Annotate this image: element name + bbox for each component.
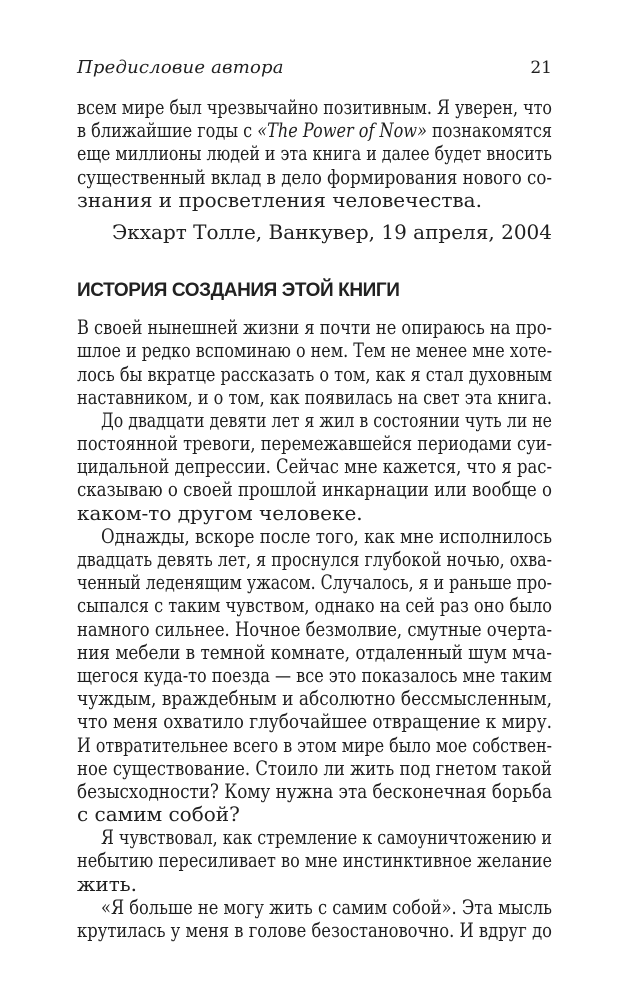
text-line	[77, 363, 552, 386]
text-line	[77, 189, 552, 212]
text-line	[77, 166, 552, 189]
text-line	[77, 919, 552, 942]
line-text: ния мебели в темной комнате, отдаленный шум мча-	[77, 639, 552, 664]
line-text: цидальной депрессии. Сейчас мне кажется, что я рас-	[77, 454, 552, 479]
line-text: До двадцати девяти лет я жил в состоянии чуть ли не	[101, 407, 552, 432]
line-text: каком-то другом человеке.	[77, 500, 363, 525]
paragraph	[77, 826, 552, 896]
line-text: небытию пересиливает во мне инстинктивное желание	[77, 848, 552, 873]
line-text	[77, 119, 552, 142]
text-line	[77, 478, 552, 501]
text-line	[77, 803, 552, 826]
line-text: И отвратительнее всего в этом мире было мое собствен-	[77, 732, 552, 757]
text-line	[77, 849, 552, 872]
line-text: сыпался с таким чувством, однако на сей раз оно было	[77, 593, 552, 618]
line-text: сказываю о своей прошлой инкарнации или вообще о	[77, 477, 552, 502]
line-text: двадцать девять лет, я проснулся глубокой ночью, охва-	[77, 547, 552, 572]
line-text: существенный вклад в дело формирования нового со-	[77, 164, 552, 189]
line-text: В своей нынешней жизни я почти не опираюсь на про-	[77, 315, 552, 340]
line-text: наставником, и о том, как появилась на свет эта книга.	[77, 384, 552, 409]
line-text: шлое и редко вспоминаю о нем. Тем не менее мне хоте-	[77, 338, 552, 363]
text-line	[77, 826, 552, 849]
text-line	[77, 316, 552, 339]
line-text: Однажды, вскоре после того, как мне исполнилось	[101, 523, 552, 548]
line-text-segment: познакомятся	[426, 118, 552, 143]
text-line	[77, 710, 552, 733]
line-text-segment: в ближайшие годы с	[77, 118, 258, 143]
line-text: что меня охватило глубочайшее отвращение к миру.	[77, 709, 552, 734]
page-number: 21	[530, 58, 552, 78]
text-line	[77, 548, 552, 571]
text-line	[77, 664, 552, 687]
line-text: с самим собой?	[77, 802, 240, 827]
text-line	[77, 432, 552, 455]
page-body	[77, 96, 552, 942]
line-text: намного сильнее. Ночное безмолвие, смутные очерта-	[77, 616, 552, 641]
line-text: щегося куда-то поезда — все это показалось мне таким	[77, 662, 552, 687]
italic-title-segment: «The Power of Now»	[257, 118, 427, 143]
paragraph	[77, 409, 552, 525]
text-line	[77, 409, 552, 432]
line-text: всем мире был чрезвычайно позитивным. Я уверен, что	[77, 95, 552, 119]
text-line	[77, 502, 552, 525]
paragraph	[77, 96, 552, 212]
text-line	[77, 757, 552, 780]
line-text: знания и просветления человечества.	[77, 187, 482, 212]
text-line	[77, 96, 552, 119]
text-line	[77, 618, 552, 641]
author-signature: Экхарт Толле, Ванкувер, 19 апреля, 2004	[111, 219, 552, 244]
running-header	[77, 57, 552, 79]
text-line	[77, 339, 552, 362]
text-line	[77, 594, 552, 617]
text-line	[77, 780, 552, 803]
paragraph	[77, 316, 552, 409]
text-line	[77, 641, 552, 664]
line-text: жить.	[77, 871, 138, 896]
paragraph	[77, 896, 552, 942]
line-text: чуждым, враждебным и абсолютно бессмысленным,	[77, 686, 552, 711]
running-title: Предисловие автора	[77, 57, 284, 78]
text-line	[77, 571, 552, 594]
line-text: постоянной тревоги, перемежавшейся периодами суи-	[77, 431, 552, 456]
section-heading: ИСТОРИЯ СОЗДАНИЯ ЭТОЙ КНИГИ	[77, 280, 400, 302]
text-line	[77, 734, 552, 757]
line-text: безысходности? Кому нужна эта бесконечная борьба	[77, 778, 552, 803]
text-line	[77, 873, 552, 896]
line-text: ное существование. Стоило ли жить под гнетом такой	[77, 755, 552, 780]
text-line	[77, 455, 552, 478]
text-line	[77, 386, 552, 409]
line-text: еще миллионы людей и эта книга и далее будет вносить	[77, 141, 552, 166]
line-text: «Я больше не могу жить с самим собой». Эта мысль	[101, 894, 552, 919]
line-text: крутилась у меня в голове безостановочно. И вдруг до	[77, 918, 552, 943]
line-text: ченный леденящим ужасом. Случалось, я и раньше про-	[77, 570, 552, 595]
paragraph	[77, 525, 552, 826]
text-line	[77, 687, 552, 710]
line-text: Я чувствовал, как стремление к самоуничтожению и	[101, 825, 552, 850]
page-content	[77, 57, 552, 942]
text-line	[77, 525, 552, 548]
line-text: лось бы вкратце рассказать о том, как я стал духовным	[77, 361, 552, 386]
text-line	[77, 896, 552, 919]
text-line	[77, 142, 552, 165]
text-line	[77, 119, 552, 142]
